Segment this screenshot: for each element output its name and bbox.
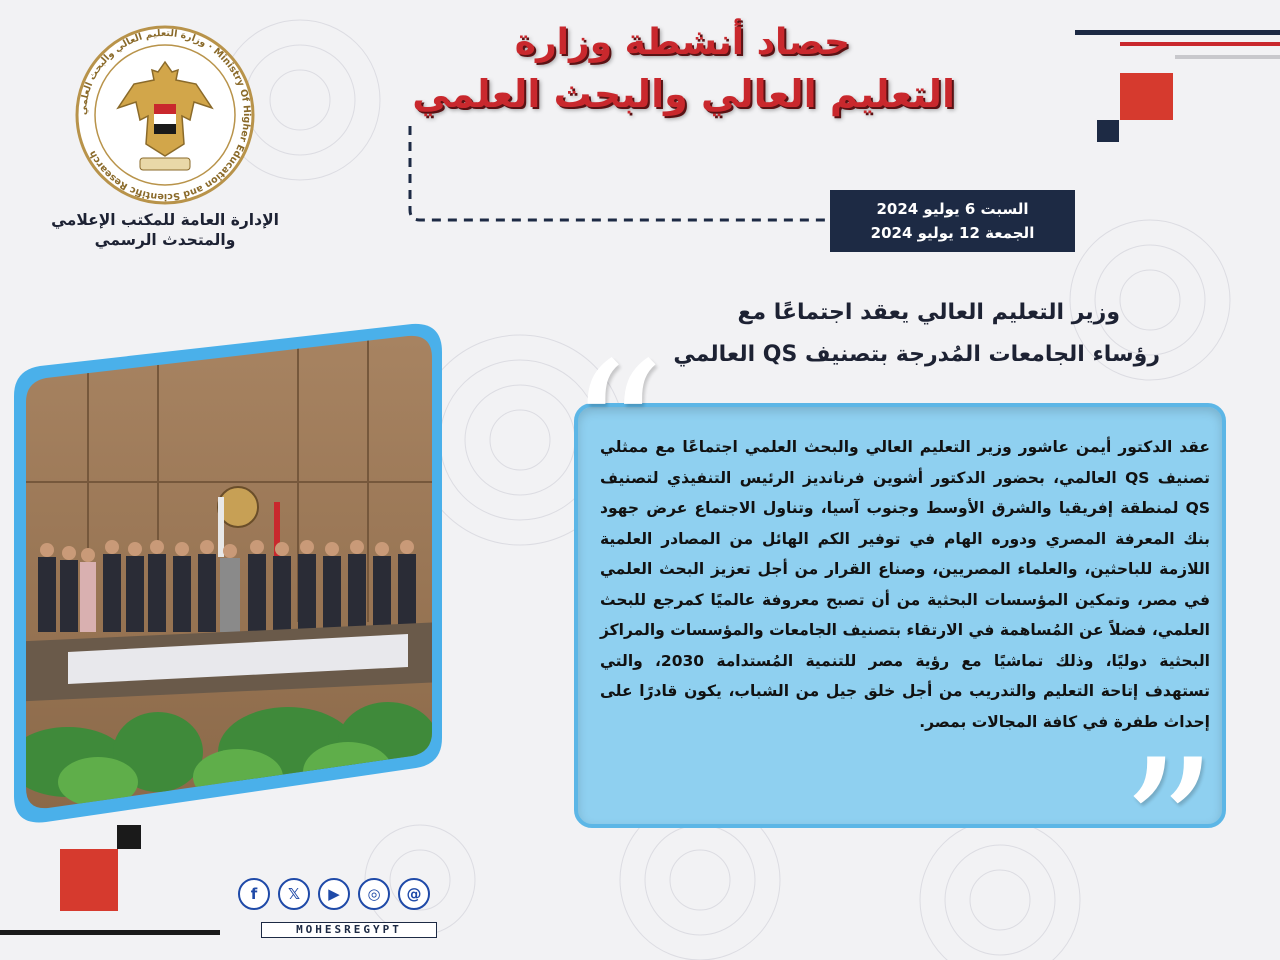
deco-square-navy — [1097, 120, 1119, 142]
social-links — [238, 878, 468, 914]
social-handle: MOHESREGYPT — [261, 922, 437, 938]
x-icon[interactable]: 𝕏 — [278, 878, 310, 910]
deco-line-black — [0, 930, 220, 935]
department-label — [40, 210, 290, 250]
news-body-text: عقد الدكتور أيمن عاشور وزير التعليم العالي والبحث العلمي اجتماعًا مع ممثلي تصنيف QS العالمي، بحضور الدكتور أشوين فرنانديز الرئيس التنفيذي لتصنيف QS لمنطقة إفريقيا والشرق الأوسط وجنوب آسيا، وتناول الاجتماع عرض جهود بنك المعرفة المصري ودوره الهام في توفير الكم الهائل من المصادر العلمية اللازمة للباحثين، والعلماء المصريين، وصناع القرار من أجل تعزيز البحث العلمي في مصر، وتمكين المؤسسات البحثية من أن تصبح معروفة عالميًا كمرجع للبحث العلمي، فضلاً عن المُساهمة في الارتقاء بتصنيف الجامعات والمؤسسات والمراكز البحثية دوليًا، وذلك تماشيًا مع رؤية مصر للتنمية المُستدامة 2030، والتي تستهدف إتاحة التعليم والتدريب من أجل خلق جيل من الشباب، يكون قادرًا على إحداث طفرة في كافة المجالات بمصر. — [600, 438, 1210, 731]
headline-line2: رؤساء الجامعات المُدرجة بتصنيف QS العالمي — [673, 342, 1160, 367]
ministry-logo — [74, 24, 256, 206]
page-title-line2: التعليم العالي والبحث العلمي — [412, 72, 955, 116]
page-title-line1: حصاد أنشطة وزارة — [514, 22, 850, 63]
department-line2: والمتحدث الرسمي — [94, 231, 236, 249]
youtube-icon[interactable]: ▶ — [318, 878, 350, 910]
facebook-icon[interactable]: f — [238, 878, 270, 910]
date-from: السبت 6 يوليو 2024 — [876, 200, 1029, 218]
open-quote-icon: “ — [568, 322, 666, 543]
threads-icon[interactable]: @ — [398, 878, 430, 910]
date-to: الجمعة 12 يوليو 2024 — [870, 224, 1035, 242]
close-quote-icon: ” — [1120, 719, 1218, 940]
meeting-photo — [8, 322, 443, 827]
seal-text: وزارة التعليم العالي والبحث العلمي · Ministry Of Higher Education and Scientific Research — [77, 27, 253, 203]
deco-square-red-bottom — [60, 849, 118, 911]
deco-square-red — [1120, 73, 1173, 120]
deco-line-grey — [1175, 55, 1280, 59]
department-line1: الإدارة العامة للمكتب الإعلامي — [51, 211, 279, 229]
deco-line-navy — [1075, 30, 1280, 35]
instagram-icon[interactable]: ◎ — [358, 878, 390, 910]
dashed-connector — [400, 120, 840, 230]
headline-line1: وزير التعليم العالي يعقد اجتماعًا مع — [737, 300, 1120, 325]
date-range-box — [830, 190, 1075, 252]
deco-line-red — [1120, 42, 1280, 46]
deco-square-black — [117, 825, 141, 849]
